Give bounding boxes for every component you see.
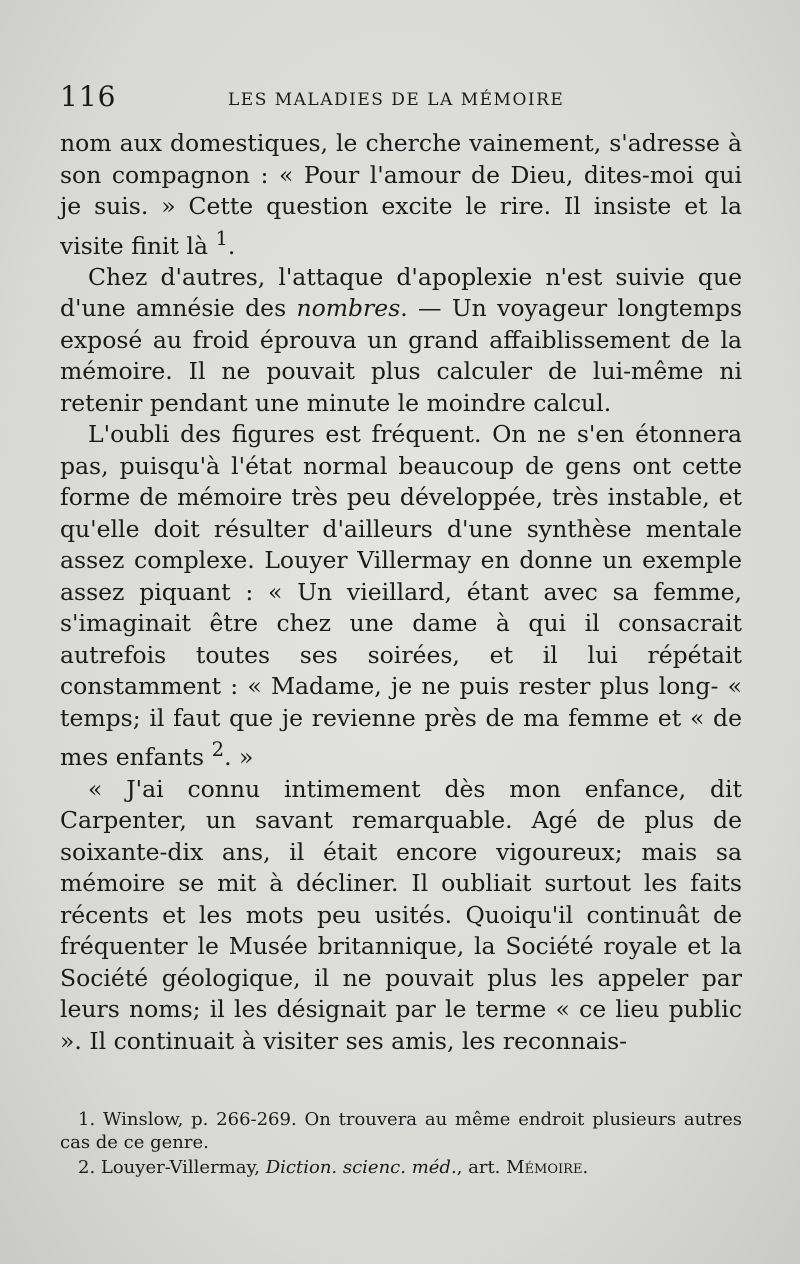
paragraph bbox=[60, 419, 742, 773]
text-run: . bbox=[227, 231, 236, 260]
paragraph bbox=[60, 128, 742, 262]
text-run: . — Un voyageur longtemps exposé au froid éprouva un grand affaiblissement de la mémoire. Il ne pouvait plus calculer de lui-même ni retenir pendant une minute le moindre calcul. bbox=[60, 294, 742, 417]
footnotes bbox=[60, 1108, 742, 1181]
small-caps-text: Mémoire bbox=[506, 1157, 583, 1178]
body-text bbox=[60, 128, 742, 1057]
text-run: . » bbox=[224, 743, 254, 772]
italic-text: Diction. scienc. méd. bbox=[265, 1157, 457, 1178]
page-header bbox=[60, 80, 740, 120]
page-number: 116 bbox=[60, 80, 117, 113]
paragraph bbox=[60, 774, 742, 1058]
text-run: L'oubli des figures est fréquent. On ne s'en étonnera pas, puisqu'à l'état normal beaucoup de gens ont cette forme de mémoire très peu développée, très instable, et qu'elle doit résulter d'ailleurs d'une synthèse mentale assez complexe. Louyer Villermay en donne un exemple assez piquant : « Un vieillard, étant avec sa femme, s'imaginait être chez une dame à qui il consacrait autrefois toutes ses soirées, et il lui répétait constamment : « Madame, je ne puis rester plus long- « temps; il faut que je revienne près de ma femme et « de mes enfants bbox=[60, 420, 742, 772]
text-run: Chez d'autres, l'attaque d'apoplexie n'est suivie que d'une amnésie des bbox=[60, 262, 742, 323]
text-run: . bbox=[582, 1157, 589, 1178]
footnote bbox=[60, 1108, 742, 1154]
footnote-ref: 1 bbox=[215, 226, 228, 250]
italic-text: nombres bbox=[296, 294, 401, 323]
text-run: 1. Winslow, p. 266-269. On trouvera au même endroit plusieurs autres cas de ce genre. bbox=[60, 1109, 742, 1153]
paragraph bbox=[60, 262, 742, 420]
footnote bbox=[60, 1156, 742, 1179]
text-run: « J'ai connu intimement dès mon enfance, dit Carpenter, un savant remarquable. Agé de plus de soixante-dix ans, il était encore vigoureux; mais sa mémoire se mit à décliner. Il oubliait surtout les faits récents et les mots peu usités. Quoiqu'il continuât de fréquenter le Musée britannique, la Société royale et la Société géologique, il ne pouvait plus les appeler par leurs noms; il les désignait par le terme « ce lieu public ». Il continuait à visiter ses amis, les reconnais- bbox=[60, 774, 742, 1055]
text-run: nom aux domestiques, le cherche vainement, s'adresse à son compagnon : « Pour l'amour de Dieu, dites-moi qui je suis. » Cette question excite le rire. Il insiste et la visite finit là bbox=[60, 129, 742, 260]
running-title: LES MALADIES DE LA MÉMOIRE bbox=[228, 90, 565, 110]
text-run: , art. bbox=[456, 1157, 507, 1178]
footnote-ref: 2 bbox=[211, 738, 225, 762]
text-run: 2. Louyer-Villermay, bbox=[78, 1157, 266, 1178]
